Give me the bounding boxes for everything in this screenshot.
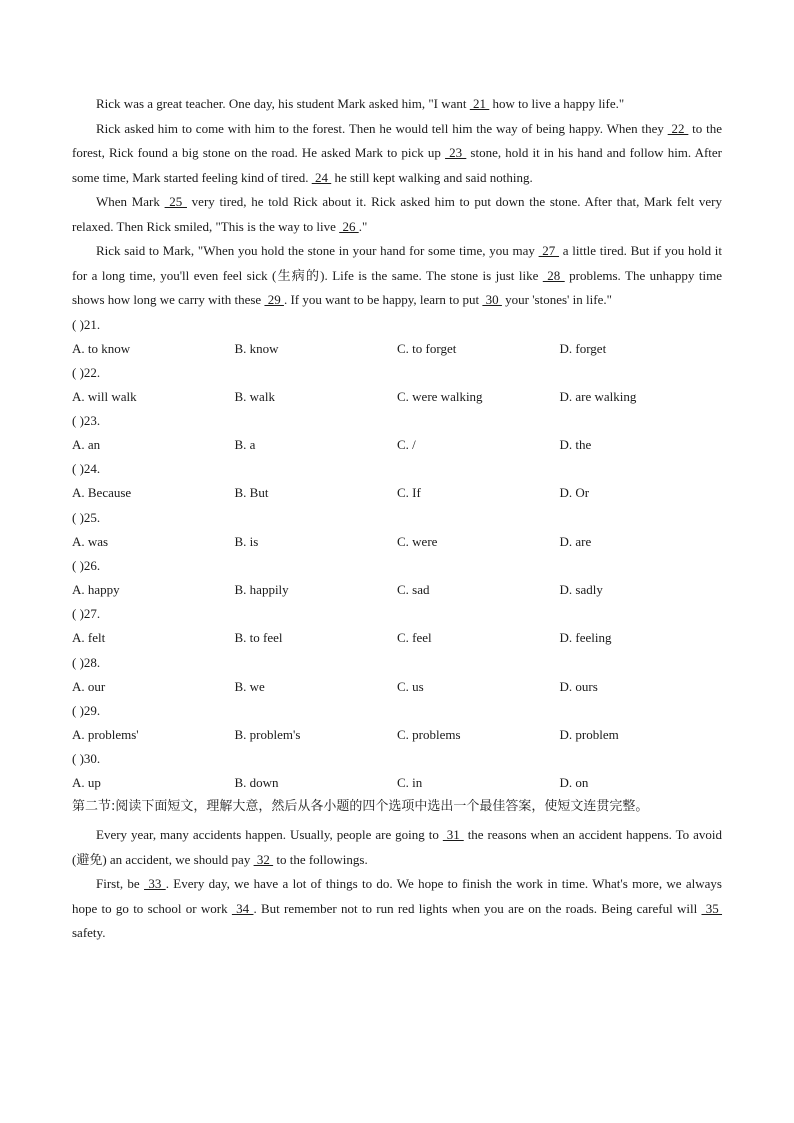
- answer-blank: 27: [538, 243, 560, 258]
- question-number: ( )25.: [72, 509, 101, 525]
- answer-blank: 23: [445, 145, 467, 160]
- answer-option: A. an: [72, 437, 101, 453]
- passage-paragraph: [72, 872, 726, 946]
- question-number: ( )30.: [72, 751, 101, 767]
- answer-blank: 25: [164, 194, 187, 209]
- question-number: ( )26.: [72, 557, 101, 573]
- answer-option: A. up: [72, 775, 101, 791]
- passage-paragraph: [72, 117, 726, 191]
- answer-option: C. If: [397, 485, 421, 501]
- question-number: ( )22.: [72, 364, 101, 380]
- answer-blank: 24: [311, 169, 332, 185]
- option-row: [72, 481, 722, 505]
- answer-option: C. feel: [397, 630, 432, 646]
- answer-option: A. Because: [72, 485, 132, 501]
- answer-option: C. to forget: [397, 340, 457, 356]
- answer-option: B. But: [234, 485, 269, 501]
- question-number: ( )21.: [72, 316, 101, 332]
- passage-text: the reasons when an accident happens. To avoid (避免) an accident, we should pay: [72, 827, 726, 867]
- answer-option: D. are: [559, 533, 592, 549]
- passage-text: safety.: [72, 900, 726, 941]
- answer-option: C. problems: [397, 726, 461, 742]
- passage-text: your 'stones' in life.": [501, 292, 612, 307]
- passage-text: Rick said to Mark, "When you hold the stone in your hand for some time, you may: [96, 243, 539, 258]
- passage-text: to the forest, Rick found a big stone on the road. He asked Mark to pick up: [72, 120, 726, 160]
- answer-option: B. we: [234, 678, 265, 694]
- answer-option: C. were walking: [397, 388, 483, 404]
- question-number: ( )29.: [72, 702, 101, 718]
- option-row: [72, 385, 722, 409]
- answer-option: B. walk: [234, 388, 275, 404]
- question-list: [72, 313, 722, 796]
- passage-text: to the followings.: [273, 851, 368, 867]
- passage-text: problems. The unhappy time shows how long we carry with these: [72, 267, 726, 307]
- option-row: [72, 723, 722, 747]
- answer-option: A. felt: [72, 630, 106, 646]
- answer-option: A. to know: [72, 340, 131, 356]
- passage-paragraph: [72, 92, 722, 117]
- section-2-instruction: 第二节:阅读下面短文，理解大意，然后从各小题的四个选项中选出一个最佳答案，使短文连贯完整。: [72, 799, 649, 815]
- answer-option: D. ours: [559, 678, 598, 694]
- option-row: [72, 675, 722, 699]
- answer-option: C. sad: [397, 581, 430, 597]
- answer-option: D. problem: [559, 726, 619, 742]
- option-row: [72, 771, 722, 795]
- question-number: ( )27.: [72, 606, 101, 622]
- option-row: [72, 626, 722, 650]
- answer-blank: 21: [469, 96, 490, 111]
- answer-option: A. was: [72, 533, 109, 549]
- document-page: [72, 92, 726, 946]
- passage-text: stone, hold it in his hand and follow him. After some time, Mark started feeling kind of tired.: [72, 145, 726, 185]
- answer-option: A. will walk: [72, 388, 137, 404]
- passage-1: [72, 92, 726, 313]
- answer-blank: 33: [144, 876, 166, 892]
- question-number: ( )24.: [72, 461, 101, 477]
- option-row: [72, 530, 722, 554]
- answer-option: D. sadly: [559, 581, 603, 597]
- answer-blank: 31: [442, 827, 464, 843]
- answer-option: A. happy: [72, 581, 120, 597]
- passage-text: When Mark: [96, 194, 165, 209]
- option-row: [72, 337, 722, 361]
- answer-blank: 22: [667, 120, 689, 136]
- answer-blank: 29: [264, 292, 284, 307]
- answer-option: C. were: [397, 533, 438, 549]
- answer-option: B. problem's: [234, 726, 301, 742]
- answer-option: D. Or: [559, 485, 590, 501]
- answer-blank: 32: [253, 851, 274, 867]
- answer-option: B. happily: [234, 581, 289, 597]
- answer-option: B. a: [234, 437, 256, 453]
- passage-text: Rick was a great teacher. One day, his student Mark asked him, "I want: [96, 96, 470, 111]
- passage-2: [72, 823, 726, 946]
- option-row: [72, 578, 722, 602]
- passage-text: . If you want to be happy, learn to put: [283, 292, 483, 307]
- answer-option: B. down: [234, 775, 279, 791]
- question-number: ( )23.: [72, 413, 101, 429]
- answer-blank: 26: [339, 218, 359, 234]
- answer-blank: 34: [231, 900, 254, 916]
- answer-option: D. forget: [559, 340, 607, 356]
- answer-option: D. are walking: [559, 388, 637, 404]
- answer-option: D. the: [559, 437, 592, 453]
- answer-option: C. /: [397, 437, 416, 453]
- passage-text: he still kept walking and said nothing.: [331, 169, 533, 185]
- answer-option: B. is: [234, 533, 259, 549]
- passage-text: . Every day, we have a lot of things to do. We hope to finish the work in time. What's more, we always hope to go to school or work: [72, 876, 726, 916]
- answer-option: C. in: [397, 775, 423, 791]
- passage-paragraph: [72, 239, 726, 313]
- option-row: [72, 433, 722, 457]
- question-number: ( )28.: [72, 654, 101, 670]
- passage-text: . But remember not to run red lights when you are on the roads. Being careful will: [253, 900, 702, 916]
- answer-option: D. feeling: [559, 630, 612, 646]
- passage-text: .": [358, 218, 368, 234]
- passage-paragraph: [72, 190, 726, 239]
- passage-text: Rick asked him to come with him to the forest. Then he would tell him the way of being happy. When they: [96, 120, 668, 136]
- answer-option: B. to feel: [234, 630, 283, 646]
- passage-paragraph: [72, 823, 726, 872]
- answer-option: C. us: [397, 678, 424, 694]
- passage-text: very tired, he told Rick about it. Rick asked him to put down the stone. After that, Mark felt very relaxed. Then Rick smiled, "This is the way to live: [72, 194, 726, 234]
- passage-text: a little tired. But if you hold it for a long time, you'll even feel sick (生病的). Life is the same. The stone is just like: [72, 243, 726, 283]
- answer-blank: 30: [482, 292, 502, 307]
- answer-option: B. know: [234, 340, 279, 356]
- passage-text: Every year, many accidents happen. Usually, people are going to: [96, 827, 443, 843]
- answer-option: A. problems': [72, 726, 139, 742]
- answer-blank: 35: [701, 900, 723, 916]
- passage-text: how to live a happy life.": [489, 96, 625, 111]
- passage-text: First, be: [96, 876, 145, 892]
- answer-option: A. our: [72, 678, 106, 694]
- answer-option: D. on: [559, 775, 589, 791]
- answer-blank: 28: [542, 267, 565, 283]
